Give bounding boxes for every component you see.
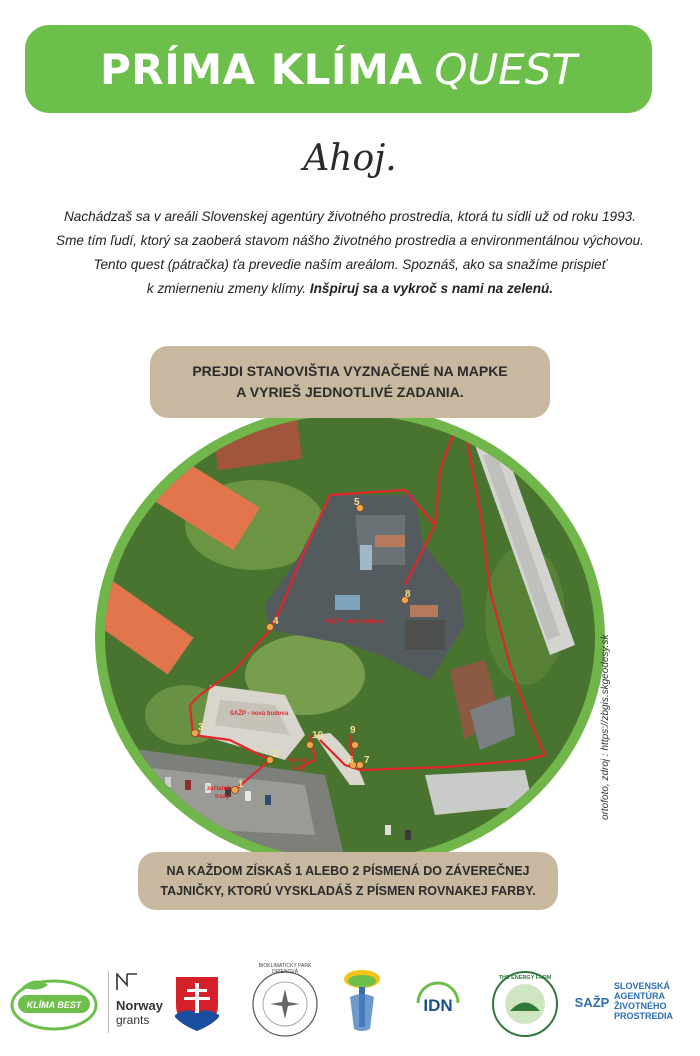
norway-text: Norway (116, 998, 163, 1013)
klima-best-logo (8, 971, 100, 1038)
intro-line-4a: k zmierneniu zmeny klímy. (146, 281, 307, 296)
logo-strip (0, 965, 700, 1045)
station-5: 5 (354, 497, 360, 508)
title-banner (25, 25, 652, 113)
sazp-mark: SAŽP (574, 995, 610, 1010)
divider (108, 971, 109, 1033)
label-start-1: začiatok (207, 786, 231, 792)
station-6: 6 (348, 755, 354, 766)
sazp-line-3: ŽIVOTNÉHO (614, 1001, 667, 1011)
intro-text (20, 205, 680, 301)
greeting: Ahoj. (303, 138, 397, 179)
intro-line-3: Tento quest (pátračka) ťa prevedie naším areálom. Spoznáš, ako sa snažíme prispieť (93, 257, 607, 272)
intro-line-2: Sme tím ľudí, ktorý sa zaoberá stavom nášho životného prostredia a environmentálnou výchovou. (56, 233, 644, 248)
label-old-building: SAŽP - stará budova (325, 619, 384, 625)
title-accent: QUEST (434, 44, 578, 94)
sazp-line-4: PROSTREDIA (614, 1011, 674, 1021)
grants-text: grants (116, 1013, 150, 1027)
station-7: 7 (364, 755, 370, 766)
title-main: PRÍMA KLÍMA (99, 44, 423, 94)
instruction-bottom-line-2: TAJNIČKY, KTORÚ VYSKLADÁŠ Z PÍSMEN ROVNAKEJ FARBY. (160, 884, 536, 898)
station-3: 3 (198, 722, 204, 733)
sazp-logo (572, 981, 612, 1026)
sazp-line-1: SLOVENSKÁ (614, 981, 671, 991)
energy-farm-text: THE ENERGY FARM (498, 975, 552, 981)
klima-best-text: KLÍMA BEST (26, 1000, 82, 1010)
station-9: 9 (350, 725, 356, 736)
station-4: 4 (273, 616, 279, 627)
route-map (95, 405, 605, 870)
park-drienova-logo (250, 963, 320, 1044)
idn-logo (412, 979, 464, 1032)
intro-line-4b: Inšpiruj sa a vykroč s nami na zelenú. (309, 281, 554, 296)
intro-line-1: Nachádzaš sa v areáli Slovenskej agentúry životného prostredia, ktorá tu sídli už od roku 1993. (63, 209, 636, 224)
station-10: 10 (312, 730, 324, 741)
label-end-1: Koniec (287, 758, 308, 764)
slovak-coat-of-arms (172, 973, 222, 1038)
station-2: 2 (273, 749, 279, 760)
instruction-top (150, 346, 550, 418)
station-1: 1 (238, 779, 244, 790)
energy-farm-logo (490, 969, 560, 1044)
label-start-2: trasy (215, 794, 230, 800)
tree-logo (340, 967, 384, 1044)
norway-grants-logo (116, 973, 163, 1027)
instruction-top-line-2: A VYRIEŠ JEDNOTLIVÉ ZADANIA. (236, 384, 464, 400)
label-end-2: trasy (291, 766, 306, 772)
instruction-top-line-1: PREJDI STANOVIŠTIA VYZNAČENÉ NA MAPKE (192, 363, 508, 379)
intro-line-4 (20, 277, 680, 301)
park-text: BIOKLIMATICKÝ PARK DRIENOVÁ (258, 963, 312, 975)
sazp-line-2: AGENTÚRA (614, 991, 665, 1001)
map-image (105, 415, 595, 860)
source-note: ortofoto, zdroj : https://zbgis.skgeodesy.sk (600, 634, 611, 820)
instruction-bottom (138, 852, 558, 910)
sazp-name (614, 981, 673, 1021)
label-new-building: SAŽP - nová budova (230, 711, 289, 717)
instruction-bottom-line-1: NA KAŽDOM ZÍSKAŠ 1 ALEBO 2 PÍSMENÁ DO ZÁVEREČNEJ (166, 864, 530, 878)
idn-text: IDN (423, 996, 453, 1015)
station-8: 8 (405, 589, 411, 600)
